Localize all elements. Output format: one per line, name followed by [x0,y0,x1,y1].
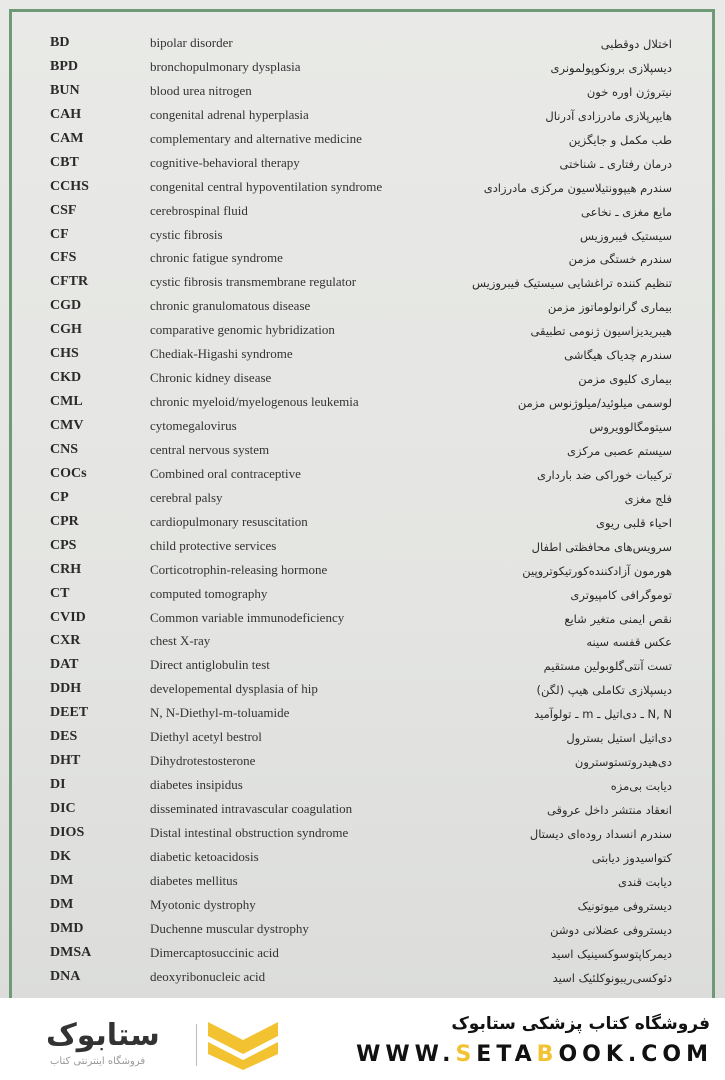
abbreviation: CCHS [50,178,89,194]
abbreviation-row [0,512,725,536]
abbreviation: DES [50,729,78,745]
abbreviation-row [0,799,725,823]
abbreviation-row [0,272,725,296]
abbreviation: CBT [50,154,79,170]
abbreviation: CML [50,394,83,410]
abbreviation: CKD [50,370,82,386]
abbreviation-row [0,464,725,488]
abbreviation-row [0,823,725,847]
abbreviation: CPR [50,513,79,529]
abbreviation: DIC [50,801,76,816]
abbreviation: DK [50,848,71,864]
abbreviation: CP [50,489,69,505]
english-term: central nervous system [150,441,270,457]
abbreviation: BPD [50,58,78,74]
english-term: chronic myeloid/myelogenous leukemia [150,394,359,410]
english-term: cardiopulmonary resuscitation [150,513,308,529]
english-term: computed tomography [150,585,268,601]
persian-term: نقص ایمنی متغیر شایع [564,611,672,626]
abbreviation-row [0,33,725,57]
store-url: WWW.SETABOOK.COM [356,1042,713,1067]
english-term: Myotonic dystrophy [150,896,256,912]
persian-term: سندرم انسداد روده‌ای دیستال [529,826,672,841]
english-term: Distal intestinal obstruction syndrome [150,824,349,840]
abbreviation-row [0,416,725,440]
english-term: Chediak-Higashi syndrome [150,346,293,362]
abbreviation-row [0,129,725,153]
abbreviation-row [0,775,725,799]
persian-term: تنظیم کننده تراغشایی سیستیک فیبروزیس [472,276,672,291]
abbreviation: DHT [50,753,81,769]
abbreviation: CAM [50,130,84,146]
abbreviation-row [0,919,725,943]
english-term: Common variable immunodeficiency [150,609,345,625]
abbreviation-row [0,320,725,344]
abbreviation-row [0,225,725,249]
abbreviation: CPS [50,537,77,553]
persian-term: سرویس‌های محافظتی اطفال [531,539,672,554]
abbreviation-row [0,536,725,560]
abbreviation-row [0,368,725,392]
abbreviation: CXR [50,633,81,649]
abbreviation-row [0,655,725,679]
abbreviation: DM [50,872,74,888]
abbreviation-row [0,201,725,225]
persian-term: ترکیبات خوراکی ضد بارداری [536,467,672,482]
abbreviation-row [0,871,725,895]
persian-term: دیستروفی عضلانی دوشن [550,922,672,937]
abbreviation: CVID [50,609,86,625]
abbreviation: DMSA [50,944,92,960]
english-term: Corticotrophin-releasing hormone [150,561,328,577]
persian-term: سندرم هیپوونتیلاسیون مرکزی مادرزادی [483,180,672,195]
persian-term: سیتومگالوویروس [589,420,672,434]
persian-term: دئوکسی‌ریبونوکلئیک اسید [552,970,672,985]
english-term: deoxyribonucleic acid [150,968,266,984]
logo-subtitle: فروشگاه اینترنتی کتاب [50,1056,146,1067]
abbreviation-row [0,177,725,201]
abbreviation-row [0,296,725,320]
abbreviation-row [0,488,725,512]
abbreviation: DDH [50,681,82,697]
persian-term: انعقاد منتشر داخل عروقی [546,803,672,817]
english-term: complementary and alternative medicine [150,130,362,146]
persian-term: دیابت بی‌مزه [610,779,672,794]
abbreviation-row [0,727,725,751]
english-term: N, N-Diethyl-m-toluamide [150,705,290,721]
persian-term: طب مکمل و جایگزین [568,132,672,147]
english-term: comparative genomic hybridization [150,322,335,338]
abbreviation: DAT [50,657,79,673]
persian-term: هیبریدیزاسیون ژنومی تطبیقی [530,324,672,339]
english-term: cognitive-behavioral therapy [150,154,300,170]
abbreviation-row [0,105,725,129]
abbreviation-row [0,440,725,464]
english-term: Diethyl acetyl bestrol [150,729,262,745]
abbreviation: DIOS [50,824,85,840]
english-term: cytomegalovirus [150,418,237,433]
abbreviation: COCs [50,465,87,481]
english-term: Combined oral contraceptive [150,465,301,481]
persian-term: دی‌اتیل استیل بسترول [566,731,672,746]
persian-term: دیسپلازی تکاملی هیپ (لگن) [536,683,672,698]
english-term: chronic fatigue syndrome [150,250,283,266]
persian-term: سیستیک فیبروزیس [579,228,672,243]
english-term: diabetes mellitus [150,872,238,888]
persian-term: مایع مغزی ـ نخاعی [581,204,672,219]
abbreviation-row [0,81,725,105]
persian-term: سیستم عصبی مرکزی [566,443,672,458]
english-term: bronchopulmonary dysplasia [150,58,301,74]
abbreviation-row [0,153,725,177]
abbreviation: DEET [50,705,89,721]
abbreviation-row [0,392,725,416]
abbreviation: CGH [50,322,82,338]
abbreviation: DMD [50,920,84,936]
persian-term: درمان رفتاری ـ شناختی [559,156,672,171]
abbreviation: CF [50,226,69,242]
english-term: cerebrospinal fluid [150,202,248,218]
persian-term: دیستروفی میوتونیک [577,898,672,913]
persian-term: N, N ـ دی‌اتیل ـ m ـ تولوآمید [534,707,672,722]
english-term: Dimercaptosuccinic acid [150,944,279,960]
english-term: blood urea nitrogen [150,82,252,98]
abbreviation: CSF [50,202,77,218]
english-term: Chronic kidney disease [150,370,272,386]
persian-term: کتواسیدوز دیابتی [591,850,672,865]
abbreviation: DNA [50,968,81,984]
persian-term: سندرم چدیاک هیگاشی [564,348,672,363]
persian-term: لوسمی میلوئید/میلوژنوس مزمن [517,396,672,411]
english-term: Dihydrotestosterone [150,753,256,769]
abbreviation: CHS [50,346,79,362]
persian-term: توموگرافی کامپیوتری [570,587,672,602]
persian-term: تست آنتی‌گلوبولین مستقیم [543,659,672,674]
persian-term: احیاء قلبی ریوی [595,515,672,530]
abbreviation-row [0,584,725,608]
abbreviation-row [0,248,725,272]
persian-term: بیماری کلیوی مزمن [578,372,672,387]
persian-term: بیماری گرانولوماتوز مزمن [547,300,672,315]
persian-term: نیتروژن اوره خون [586,84,672,99]
abbreviation-row [0,967,725,991]
english-term: chronic granulomatous disease [150,298,311,314]
english-term: Direct antiglobulin test [150,657,270,673]
persian-term: اختلال دوقطبی [600,37,672,51]
abbreviation-row [0,703,725,727]
persian-term: دیابت قندی [618,874,672,889]
persian-term: هایپرپلازی مادرزادی آدرنال [545,108,672,123]
persian-term: سندرم خستگی مزمن [568,252,672,267]
abbreviation-row [0,57,725,81]
english-term: cystic fibrosis [150,226,223,242]
abbreviation: CGD [50,298,82,314]
abbreviation: CFTR [50,274,89,290]
abbreviation: CT [50,585,70,601]
abbreviation: DI [50,777,66,793]
store-name: فروشگاه کتاب پزشکی ستابوک [451,1014,710,1034]
abbreviation: CMV [50,418,84,433]
english-term: cystic fibrosis transmembrane regulator [150,274,357,290]
abbreviation-row [0,560,725,584]
english-term: Duchenne muscular dystrophy [150,920,309,936]
logo-text: ستابوک [46,1018,160,1053]
abbreviation-row [0,631,725,655]
abbreviation-row [0,895,725,919]
english-term: cerebral palsy [150,489,223,505]
watermark-footer [0,998,725,1080]
persian-term: عکس قفسه سینه [586,635,672,650]
english-term: bipolar disorder [150,35,233,50]
english-term: congenital adrenal hyperplasia [150,106,309,122]
abbreviation-row [0,751,725,775]
abbreviation: BD [50,35,70,50]
abbreviation: CNS [50,441,79,457]
english-term: developemental dysplasia of hip [150,681,318,697]
english-term: diabetic ketoacidosis [150,848,259,864]
english-term: diabetes insipidus [150,777,243,793]
abbreviation: CRH [50,561,82,577]
persian-term: فلج مغزی [624,491,672,506]
abbreviation-row [0,943,725,967]
abbreviation: DM [50,896,74,912]
abbreviation-row [0,847,725,871]
logo-divider [196,1024,197,1066]
abbreviation: CFS [50,250,77,266]
english-term: congenital central hypoventilation syndrome [150,178,383,194]
persian-term: دیمرکاپتوسوکسینیک اسید [551,946,672,961]
persian-term: هورمون آزادکننده‌کورتیکوتروپین [522,563,672,578]
chevron-logo-icon [208,1022,278,1070]
setabook-logo [36,1016,281,1072]
abbreviation-row [0,344,725,368]
persian-term: دیسپلازی برونکوپولمونری [550,60,672,75]
abbreviation-row [0,679,725,703]
abbreviation: CAH [50,106,82,122]
english-term: child protective services [150,537,277,553]
abbreviation: BUN [50,82,80,98]
english-term: chest X-ray [150,633,211,649]
persian-term: دی‌هیدروتستوسترون [574,755,672,770]
abbreviation-row [0,608,725,632]
abbreviation-list [0,33,725,991]
english-term: disseminated intravascular coagulation [150,801,353,816]
